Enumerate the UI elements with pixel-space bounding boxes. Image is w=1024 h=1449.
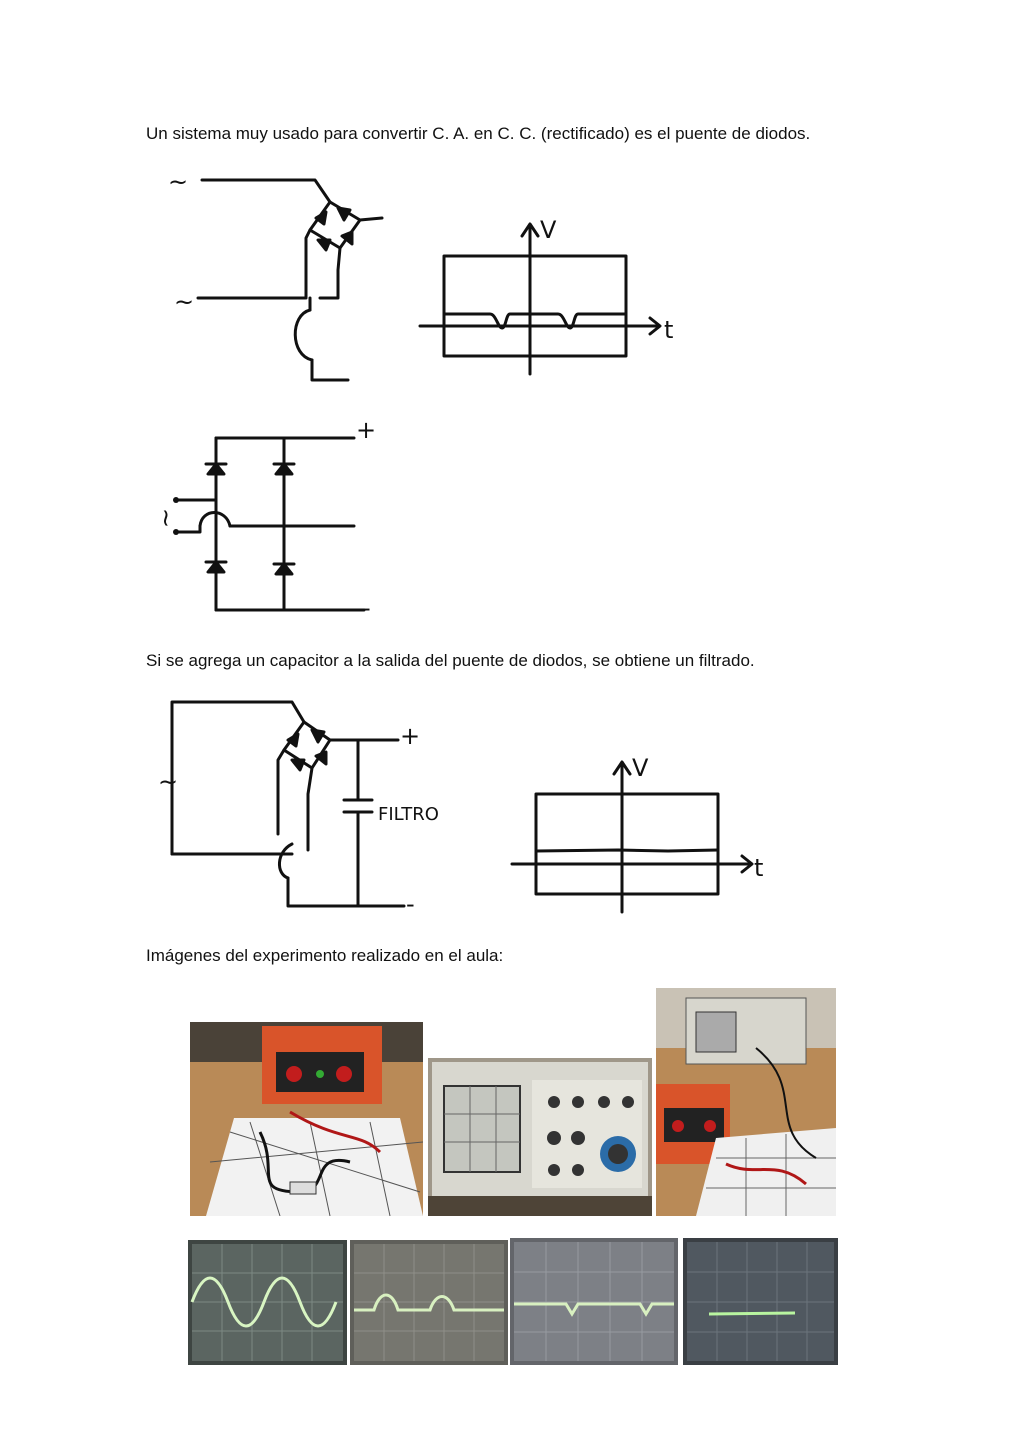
- screen-half-wave: [350, 1240, 508, 1365]
- screen-sine-wave: [188, 1240, 347, 1365]
- photo-oscilloscope: [428, 1058, 652, 1216]
- diagram2-plus: +: [356, 416, 377, 444]
- graph1-x-label: t: [664, 316, 674, 344]
- diagram3-ac: ~: [158, 768, 179, 796]
- diagram2-minus: -: [362, 594, 371, 622]
- graph-filtered-output: [508, 752, 780, 916]
- diagram-full-bridge: [152, 416, 396, 622]
- graph2-y-label: V: [632, 754, 649, 782]
- paragraph-bridge-intro: Un sistema muy usado para convertir C. A. en C. C. (rectificado) es el puente de diodos.: [146, 124, 811, 143]
- graph2-x-label: t: [754, 854, 764, 882]
- filter-label: FILTRO: [378, 804, 439, 825]
- paragraph-images-intro: Imágenes del experimento realizado en el aula:: [146, 946, 504, 965]
- diagram-bridge-inductor: [160, 160, 400, 390]
- ac-symbol-top: ~: [168, 168, 189, 196]
- diagram3-plus: +: [400, 722, 421, 750]
- photo-power-supply-breadboard: [190, 1022, 423, 1216]
- screen-filtered-line: [683, 1238, 838, 1365]
- screen-rectified-wave: [510, 1238, 678, 1365]
- paragraph-filter: Si se agrega un capacitor a la salida del puente de diodos, se obtiene un filtrado.: [146, 651, 755, 670]
- graph1-y-label: V: [540, 216, 557, 244]
- diagram3-minus: -: [406, 890, 415, 918]
- graph-rectified-output: [418, 214, 690, 378]
- diagram2-ac: ~: [152, 508, 180, 529]
- photo-bench-setup: [656, 988, 836, 1216]
- ac-symbol-bottom: ~: [174, 288, 195, 316]
- diagram-bridge-filter: [152, 694, 452, 918]
